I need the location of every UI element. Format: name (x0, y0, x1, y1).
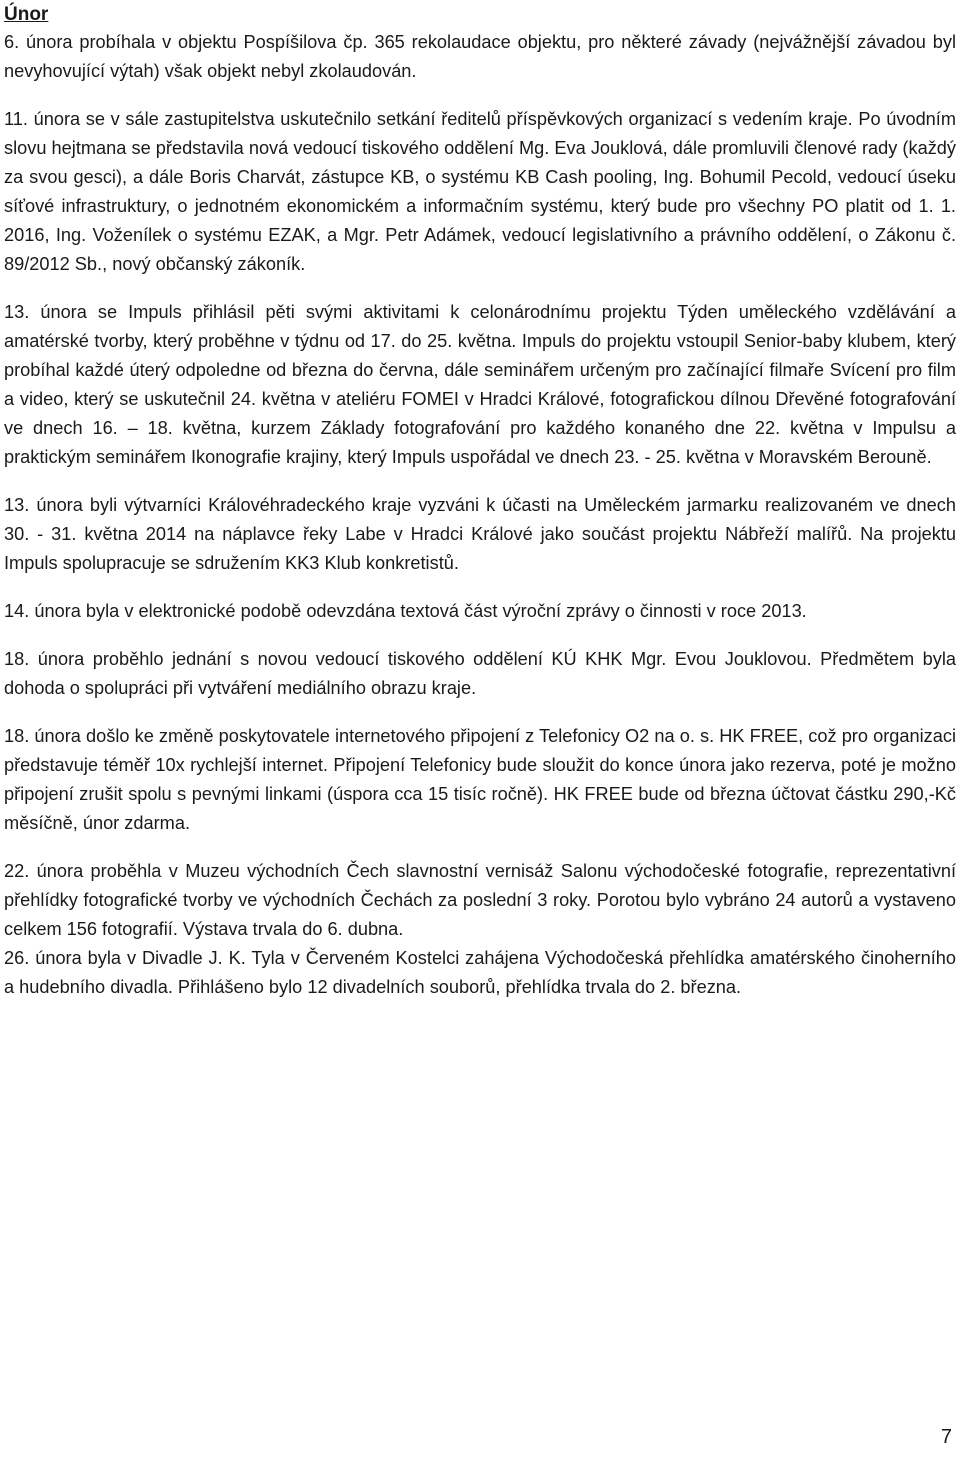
paragraph-feb-26: 26. února byla v Divadle J. K. Tyla v Červeném Kostelci zahájena Východočeská přehlídka amatérského činoherního a hudebního divadla. Přihlášeno bylo 12 divadelních souborů, přehlídka trvala do 2. března. (4, 948, 956, 997)
paragraph-feb-18-press: 18. února proběhlo jednání s novou vedoucí tiskového oddělení KÚ KHK Mgr. Evou Jouklovou. Předmětem byla dohoda o spolupráci při vytváření mediálního obrazu kraje. (4, 649, 956, 698)
paragraph-feb-13-impuls: 13. února se Impuls přihlásil pěti svými aktivitami k celonárodnímu projektu Týden uměleckého vzdělávání a amatérské tvorby, který proběhne v týdnu od 17. do 25. května. Impuls do projektu vstoupil Senior-baby klubem, který probíhal každé úterý odpoledne od března do června, dále seminářem určeným pro začínající filmaře Svícení pro film a video, který se uskutečnil 24. května v ateliéru FOMEI v Hradci Králové, fotografickou dílnou Dřevěné fotografování ve dnech 16. – 18. května, kurzem Základy fotografování pro každého konaného dne 22. května v Impulsu a praktickým seminářem Ikonografie krajiny, který Impuls uspořádal ve dnech 23. - 25. května v Moravském Berouně. (4, 302, 956, 467)
paragraph-feb-13-artists: 13. února byli výtvarníci Královéhradeckého kraje vyzváni k účasti na Uměleckém jarmarku realizovaném ve dnech 30. - 31. května 2014 na náplavce řeky Labe v Hradci Králové jako součást projektu Nábřeží malířů. Na projektu Impuls spolupracuje se sdružením KK3 Klub konkretistů. (4, 495, 956, 573)
page-number: 7 (940, 1426, 952, 1448)
paragraph-feb-11: 11. února se v sále zastupitelstva uskutečnilo setkání ředitelů příspěvkových organizací s vedením kraje. Po úvodním slovu hejtmana se představila nová vedoucí tiskového oddělení Mg. Eva Jouklová, dále promluvili členové rady (každý za svou gesci), a dále Boris Charvát, zástupce KB, o systému KB Cash pooling, Ing. Bohumil Pecold, vedoucí úseku síťové infrastruktury, o jednotném ekonomickém a informačním systému, který bude pro všechny PO platit od 1. 1. 2016, Ing. Voženílek o systému EZAK, a Mgr. Petr Adámek, vedoucí legislativního a právního oddělení, o Zákonu č. 89/2012 Sb., nový občanský zákoník. (4, 109, 956, 274)
document-page (4, 2, 956, 1021)
paragraph-feb-18-internet: 18. února došlo ke změně poskytovatele internetového připojení z Telefonicy O2 na o. s. HK FREE, což pro organizaci představuje téměř 10x rychlejší internet. Připojení Telefonicy bude sloužit do konce února jako rezerva, poté je možno připojení zrušit spolu s pevnými linkami (úspora cca 15 tisíc ročně). HK FREE bude od března účtovat částku 290,-Kč měsíčně, únor zdarma. (4, 726, 956, 833)
paragraph-feb-14: 14. února byla v elektronické podobě odevzdána textová část výroční zprávy o činnosti v roce 2013. (4, 601, 807, 621)
paragraph-feb-6: 6. února probíhala v objektu Pospíšilova čp. 365 rekolaudace objektu, pro některé závady (nejvážnější závadou byl nevyhovující výtah) však objekt nebyl zkolaudován. (4, 32, 956, 81)
paragraph-feb-22: 22. února proběhla v Muzeu východních Čech slavnostní vernisáž Salonu východočeské fotografie, reprezentativní přehlídky fotografické tvorby ve východních Čechách za poslední 3 roky. Porotou bylo vybráno 24 autorů a vystaveno celkem 156 fotografií. Výstava trvala do 6. dubna. (4, 861, 956, 939)
section-heading: Únor (4, 4, 49, 25)
